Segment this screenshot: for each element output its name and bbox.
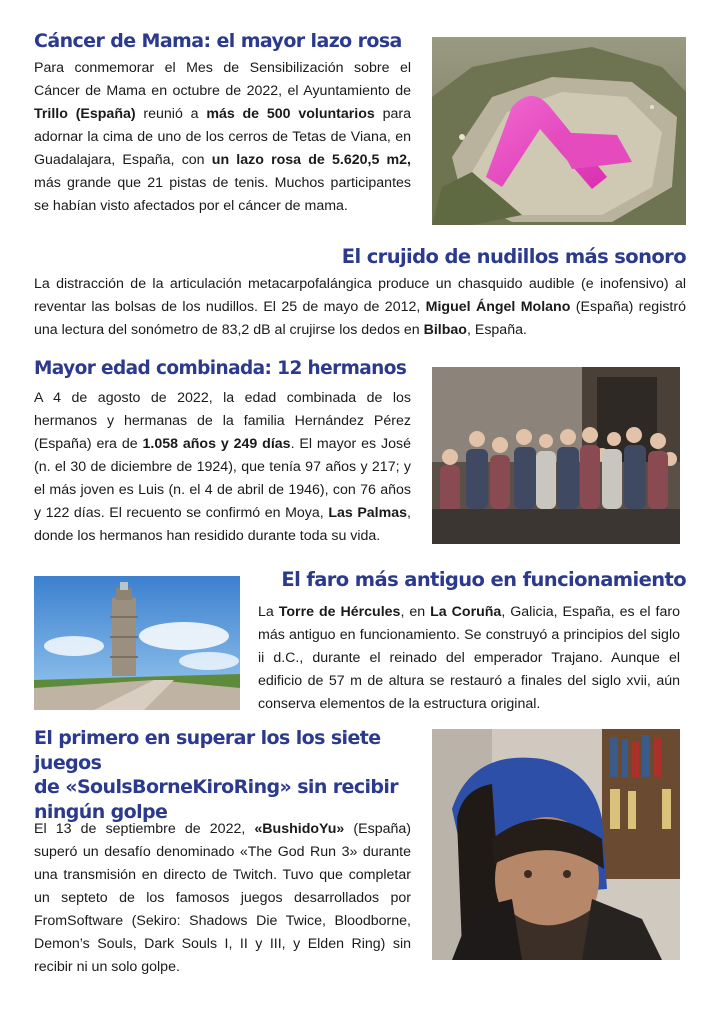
section-5-title-line-2: de «SoulsBorneKiroRing» sin recibir — [34, 776, 399, 799]
gamer-portrait-photo — [432, 729, 680, 960]
section-5-title — [34, 726, 414, 825]
section-2-body: La distracción de la articulación metacarpofalángica produce un chasquido audible (e inofensivo) al reventar las bolsas de los nudillos. El 25 de mayo de 2012, Miguel Ángel Molano (España) registró una lectura del sonómetro de 83,2 dB al crujirse los dedos en Bilbao, España. — [34, 276, 686, 338]
siblings-group-photo — [432, 367, 680, 544]
pink-ribbon-hill-photo — [432, 37, 686, 225]
section-3-body: A 4 de agosto de 2022, la edad combinada de los hermanos y hermanas de la familia Hernández Pérez (España) era de 1.058 años y 249 días. El mayor es José (n. el 30 de diciembre de 1924), que tenía 97 años y 217; y el más joven es Luis (n. el 4 de abril de 1946), con 76 años y 122 días. El recuento se confirmó en Moya, Las Palmas, donde los hermanos han residido durante toda su vida. — [34, 390, 411, 544]
section-4-body: La Torre de Hércules, en La Coruña, Galicia, España, es el faro más antiguo en funcionamiento. Se construyó a principios del siglo ii d.C., durante el reinado del emperador Trajano. Aunque el edificio de 57 m de altura se restauró a finales del siglo xvii, aún conserva elementos de la estructura original. — [258, 604, 681, 712]
section-5-body: El 13 de septiembre de 2022, «BushidoYu» (España) superó un desafío denominado «The God Run 3» durante una transmisión en directo de Twitch. Tuvo que completar un septeto de los famosos juegos desarrollados por FromSoftware (Sekiro: Shadows Die Twice, Bloodborne, Demon’s Souls, Dark Souls I, II y III, y Elden Ring) sin recibir ni un solo golpe. — [34, 821, 411, 975]
tower-of-hercules-photo — [34, 576, 240, 710]
section-2-title: El crujido de nudillos más sonoro — [341, 245, 686, 268]
section-1-title: Cáncer de Mama: el mayor lazo rosa — [34, 30, 402, 52]
section-5-title-line-3: ningún golpe — [34, 801, 168, 824]
section-3-title: Mayor edad combinada: 12 hermanos — [34, 358, 407, 379]
section-1-body: Para conmemorar el Mes de Sensibilización sobre el Cáncer de Mama en octubre de 2022, el Ayuntamiento de Trillo (España) reunió a más de 500 voluntarios para adornar la cima de uno de los cerros de Tetas de Viana, en Guadalajara, España, con un lazo rosa de 5.620,5 m2, más grande que 21 pistas de tenis. Muchos participantes se habían visto afectados por el cáncer de mama. — [34, 60, 412, 214]
section-5-title-line-1: El primero en superar los los siete juegos — [34, 727, 381, 774]
section-4-title: El faro más antiguo en funcionamiento — [281, 568, 686, 591]
